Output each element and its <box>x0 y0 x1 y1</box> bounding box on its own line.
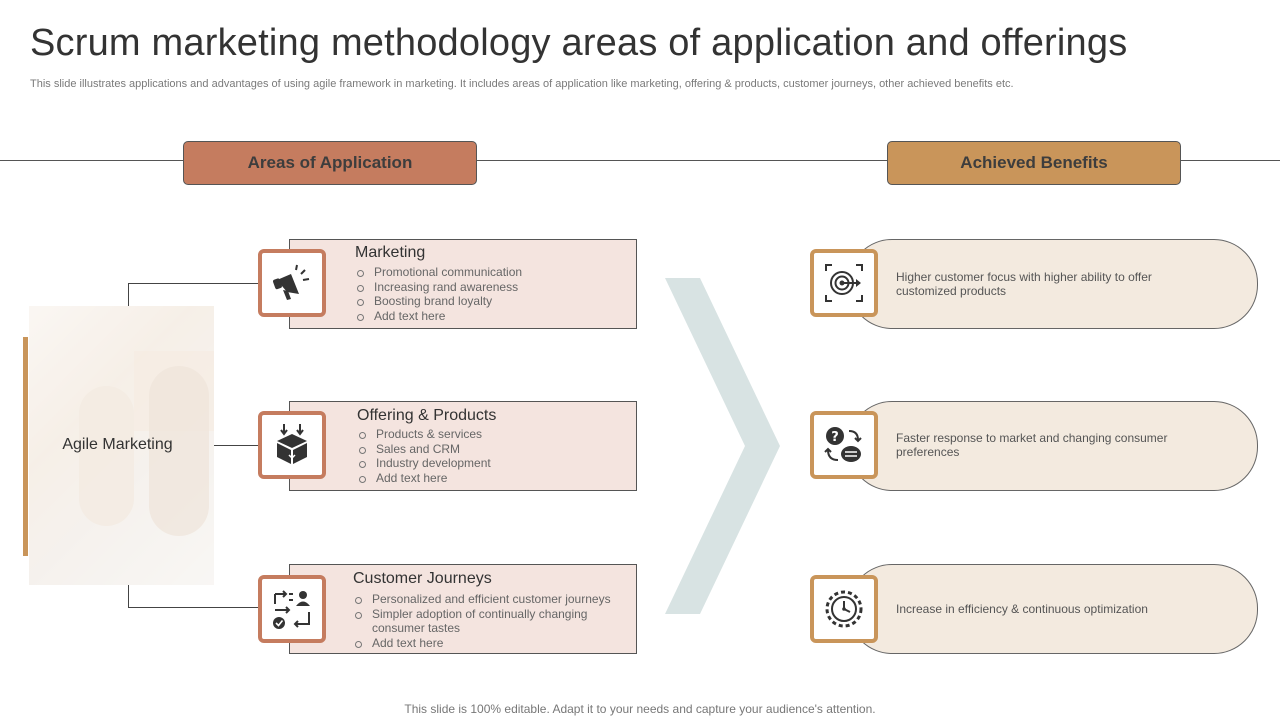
connector-line <box>128 585 129 608</box>
list-item: Add text here <box>357 471 491 486</box>
slide-subtitle: This slide illustrates applications and advantages of using agile framework in marketing. It includes areas of application like marketing, offering & products, customer journeys, other achieved benefits etc. <box>30 78 1014 90</box>
benefits-header: Achieved Benefits <box>887 141 1181 185</box>
clock-gear-icon <box>810 575 878 643</box>
list-item: Personalized and efficient customer journeys <box>353 592 623 607</box>
chevron-arrow-icon <box>660 278 785 614</box>
journey-icon <box>258 575 326 643</box>
list-item: Boosting brand loyalty <box>355 294 522 309</box>
area-list <box>357 427 491 485</box>
question-chat-icon <box>810 411 878 479</box>
area-title: Customer Journeys <box>353 570 492 587</box>
connector-line <box>214 445 259 446</box>
area-title: Offering & Products <box>357 407 497 424</box>
area-list <box>353 592 623 650</box>
list-item: Increasing rand awareness <box>355 280 522 295</box>
list-item: Products & services <box>357 427 491 442</box>
footer-note: This slide is 100% editable. Adapt it to your needs and capture your audience's attention. <box>404 702 876 716</box>
megaphone-icon <box>258 249 326 317</box>
svg-text:?: ? <box>831 430 839 445</box>
benefit-text: Faster response to market and changing consumer preferences <box>896 431 1168 459</box>
center-label: Agile Marketing <box>62 436 173 453</box>
box-icon <box>258 411 326 479</box>
list-item: Industry development <box>357 456 491 471</box>
area-title: Marketing <box>355 244 426 261</box>
list-item: Add text here <box>353 636 623 651</box>
list-item: Promotional communication <box>355 265 522 280</box>
connector-line <box>128 283 129 306</box>
list-item: Sales and CRM <box>357 442 491 457</box>
list-item: Simpler adoption of continually changing consumer tastes <box>353 607 623 636</box>
area-list <box>355 265 522 323</box>
connector-line <box>128 283 259 284</box>
photo-accent-bar <box>23 337 28 556</box>
list-item: Add text here <box>355 309 522 324</box>
benefit-text: Higher customer focus with higher ability to offer customized products <box>896 270 1152 298</box>
target-icon <box>810 249 878 317</box>
areas-header: Areas of Application <box>183 141 477 185</box>
connector-line <box>128 607 259 608</box>
benefit-text: Increase in efficiency & continuous optimization <box>896 602 1148 616</box>
slide-title: Scrum marketing methodology areas of application and offerings <box>30 22 1128 64</box>
